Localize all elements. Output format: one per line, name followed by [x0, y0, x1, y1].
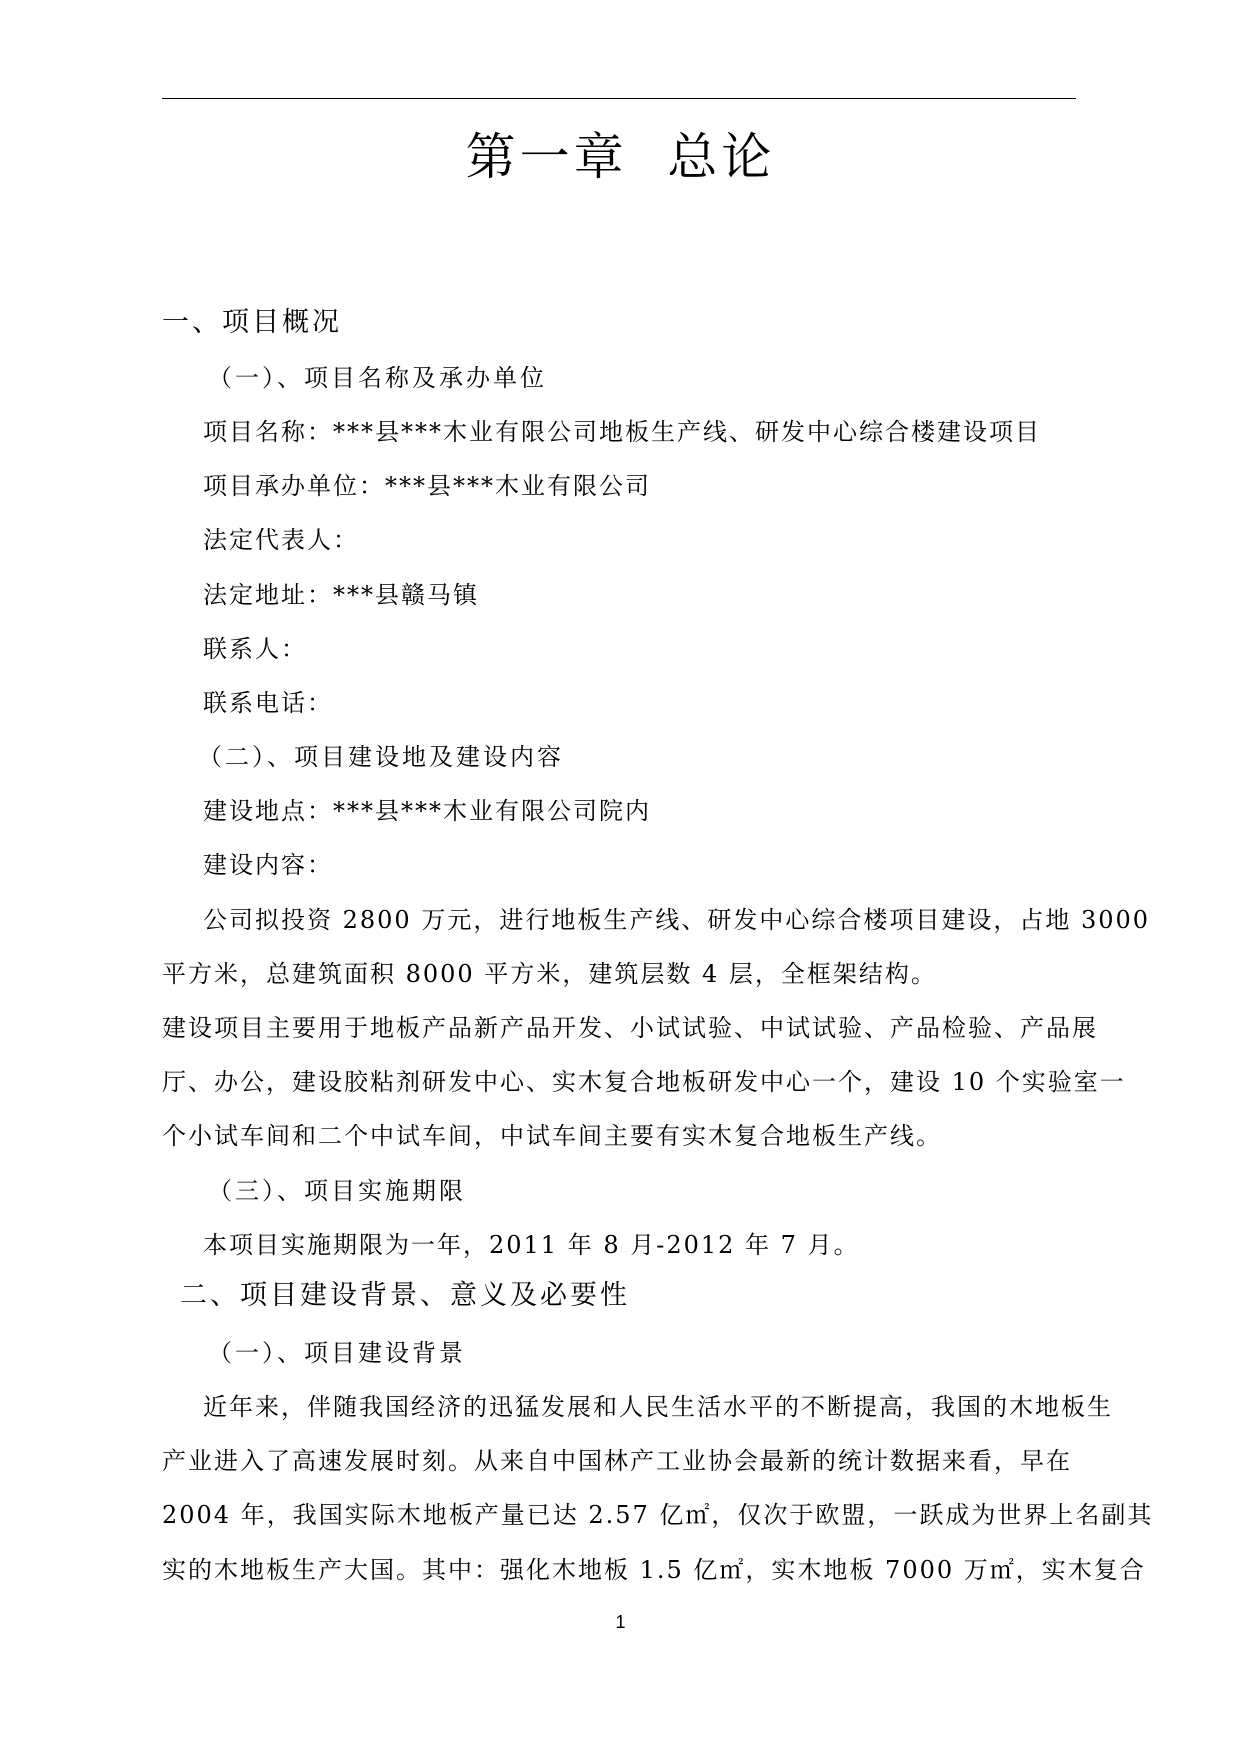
paragraph-purpose-line-1: 建设项目主要用于地板产品新产品开发、小试试验、中试试验、产品检验、产品展 [162, 1014, 1098, 1042]
paragraph-background-line-4: 实的木地板生产大国。其中：强化木地板 1.5 亿㎡，实木地板 7000 万㎡，实木复合 [162, 1556, 1146, 1584]
paragraph-legal-address: 法定地址：***县赣马镇 [203, 581, 479, 609]
paragraph-purpose-line-2: 厅、办公，建设胶粘剂研发中心、实木复合地板研发中心一个，建设 10 个实验室一 [162, 1068, 1126, 1096]
paragraph-construction-content-label: 建设内容： [203, 851, 333, 879]
paragraph-period: 本项目实施期限为一年，2011 年 8 月-2012 年 7 月。 [203, 1231, 860, 1259]
paragraph-background-line-3: 2004 年，我国实际木地板产量已达 2.57 亿㎡，仅次于欧盟，一跃成为世界上名副其 [162, 1501, 1154, 1529]
page-number: 1 [615, 1612, 626, 1632]
paragraph-construction-site: 建设地点：***县***木业有限公司院内 [203, 797, 651, 825]
paragraph-background-line-1: 近年来，伴随我国经济的迅猛发展和人民生活水平的不断提高，我国的木地板生 [203, 1393, 1113, 1421]
paragraph-contact-person: 联系人： [203, 635, 307, 663]
header-rule [162, 98, 1076, 99]
paragraph-investment-line-1: 公司拟投资 2800 万元，进行地板生产线、研发中心综合楼项目建设，占地 3000 [203, 906, 1151, 934]
subsection-heading-site-and-content: （二）、项目建设地及建设内容 [198, 743, 564, 771]
paragraph-purpose-line-3: 个小试车间和二个中试车间，中试车间主要有实木复合地板生产线。 [162, 1122, 942, 1150]
subsection-heading-background: （一）、项目建设背景 [208, 1339, 466, 1367]
paragraph-project-name: 项目名称：***县***木业有限公司地板生产线、研发中心综合楼建设项目 [203, 418, 1041, 446]
subsection-heading-period: （三）、项目实施期限 [208, 1177, 466, 1205]
section-heading-overview: 一、项目概况 [162, 307, 342, 338]
subsection-heading-name-and-sponsor: （一）、项目名称及承办单位 [208, 364, 547, 392]
paragraph-sponsor-unit: 项目承办单位：***县***木业有限公司 [203, 472, 651, 500]
paragraph-background-line-2: 产业进入了高速发展时刻。从来自中国林产工业协会最新的统计数据来看，早在 [162, 1447, 1072, 1475]
paragraph-investment-line-2: 平方米，总建筑面积 8000 平方米，建筑层数 4 层，全框架结构。 [162, 960, 937, 988]
paragraph-contact-phone: 联系电话： [203, 689, 333, 717]
section-heading-background: 二、项目建设背景、意义及必要性 [180, 1280, 630, 1311]
chapter-title: 第一章 总论 [465, 128, 776, 186]
paragraph-legal-representative: 法定代表人： [203, 526, 359, 554]
